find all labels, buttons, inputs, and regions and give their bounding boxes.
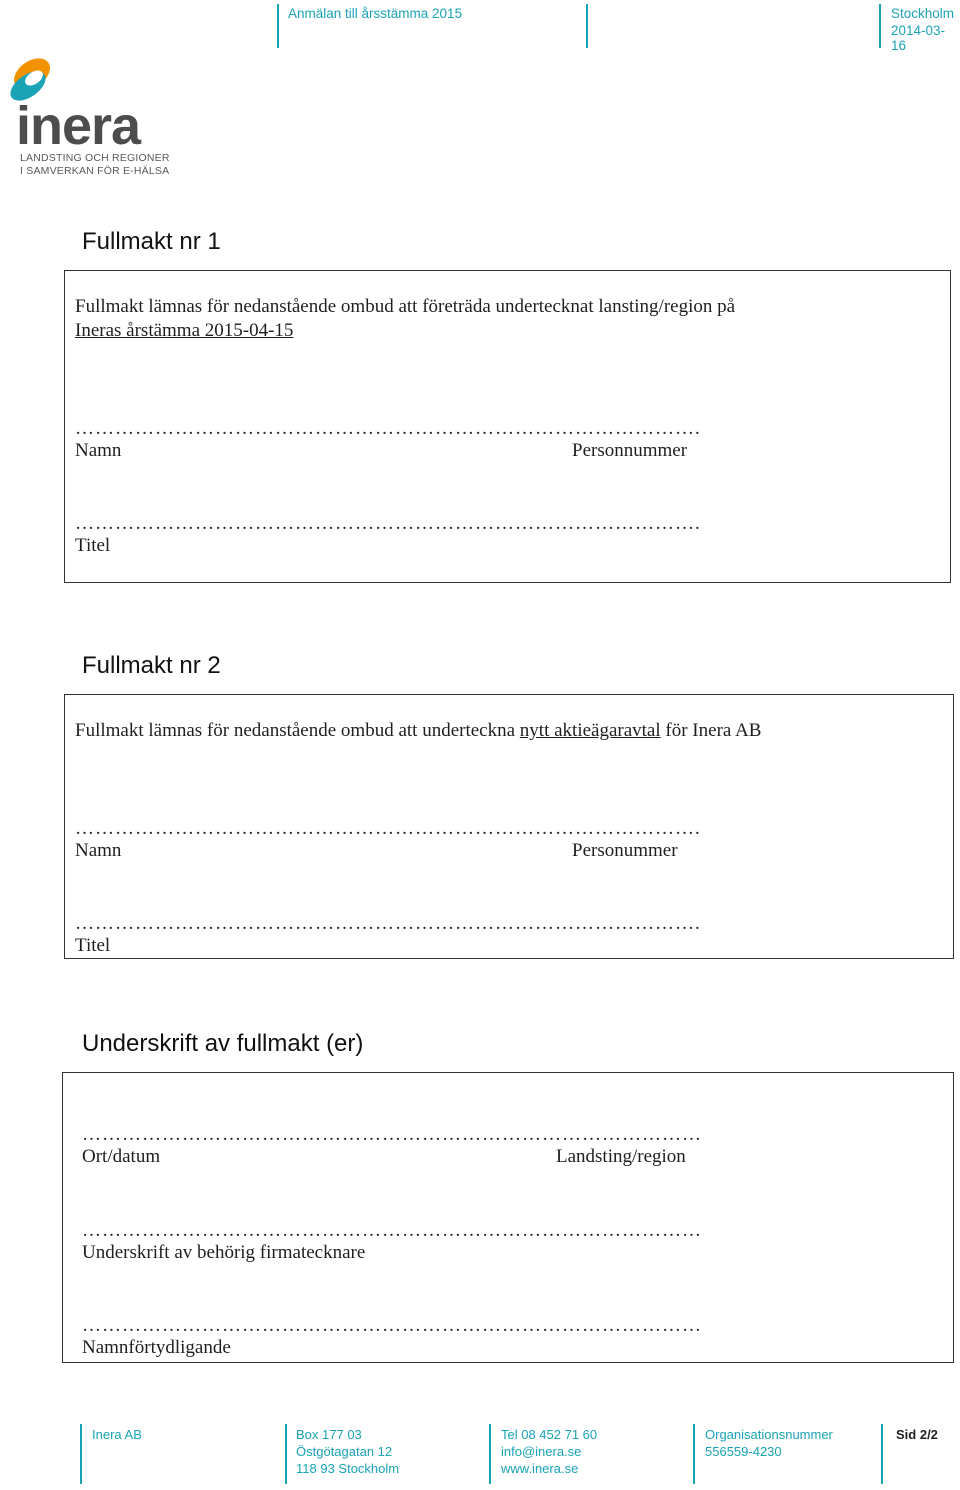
section1-text-line2 — [75, 320, 293, 342]
section3-label-place-date: Ort/datum — [82, 1146, 161, 1167]
footer-divider — [693, 1424, 695, 1484]
footer-divider — [80, 1424, 82, 1484]
footer-org-label: Organisationsnummer — [705, 1427, 833, 1442]
section2-label-name: Namn — [75, 840, 122, 861]
footer-website-link[interactable]: www.inera.se — [501, 1461, 579, 1476]
section2-text-pre: Fullmakt lämnas för nedanstående ombud att underteckna — [75, 720, 520, 741]
footer-address-3: 118 93 Stockholm — [296, 1461, 400, 1476]
section1-label-title: Titel — [75, 535, 111, 556]
section3-place-line: ………………………………………………………………………………… — [82, 1124, 702, 1145]
section2-label-personnummer: Personummer — [572, 840, 678, 861]
header-divider — [277, 4, 279, 48]
header-document-title: Anmälan till årsstämma 2015 — [288, 6, 463, 21]
section2-text-post: för Inera AB — [660, 720, 762, 741]
section3-label-name-clarification: Namnförtydligande — [82, 1337, 231, 1358]
footer-page-number: Sid 2/2 — [896, 1427, 938, 1442]
header-divider — [879, 4, 881, 48]
section3-label-region: Landsting/region — [556, 1146, 686, 1167]
footer-address-1: Box 177 03 — [296, 1427, 362, 1442]
section2-label-title: Titel — [75, 935, 111, 956]
section3-name-line: ………………………………………………………………………………… — [82, 1315, 702, 1336]
header-date: 2014-03-16 — [891, 23, 946, 53]
section2-name-line: …………………………………………………………………………………. — [75, 818, 701, 839]
footer-email-link[interactable]: info@inera.se — [501, 1444, 582, 1459]
logo-tagline-1: LANDSTING OCH REGIONER — [20, 152, 170, 164]
section1-event-link: Ineras årstämma 2015-04-15 — [75, 320, 294, 341]
header-city: Stockholm — [891, 6, 955, 21]
footer-divider — [285, 1424, 287, 1484]
section3-label-signature: Underskrift av behörig firmatecknare — [82, 1242, 366, 1263]
section2-text — [75, 720, 761, 742]
section3-heading: Underskrift av fullmakt (er) — [82, 1030, 364, 1057]
logo-wordmark: inera — [16, 96, 141, 156]
section3-sign-line: ………………………………………………………………………………… — [82, 1220, 702, 1241]
footer-org-number: 556559-4230 — [705, 1444, 782, 1459]
section1-name-line: …………………………………………………………………………………. — [75, 418, 701, 439]
footer-company: Inera AB — [92, 1427, 142, 1442]
section2-agreement-link: nytt aktieägaravtal — [519, 720, 661, 741]
section1-label-name: Namn — [75, 440, 122, 461]
section2-heading: Fullmakt nr 2 — [82, 652, 221, 679]
section1-heading: Fullmakt nr 1 — [82, 228, 221, 255]
header-divider — [586, 4, 588, 48]
section1-text-line1: Fullmakt lämnas för nedanstående ombud att företräda undertecknat lansting/region på — [75, 296, 736, 317]
footer-divider — [881, 1424, 883, 1484]
footer-address-2: Östgötagatan 12 — [296, 1444, 393, 1459]
logo-tagline-2: I SAMVERKAN FÖR E-HÄLSA — [20, 165, 170, 177]
footer-phone: Tel 08 452 71 60 — [501, 1427, 598, 1442]
section1-label-personnummer: Personnummer — [572, 440, 688, 461]
section1-title-line: …………………………………………………………………………………. — [75, 513, 701, 534]
section2-title-line: …………………………………………………………………………………. — [75, 913, 701, 934]
footer-divider — [489, 1424, 491, 1484]
